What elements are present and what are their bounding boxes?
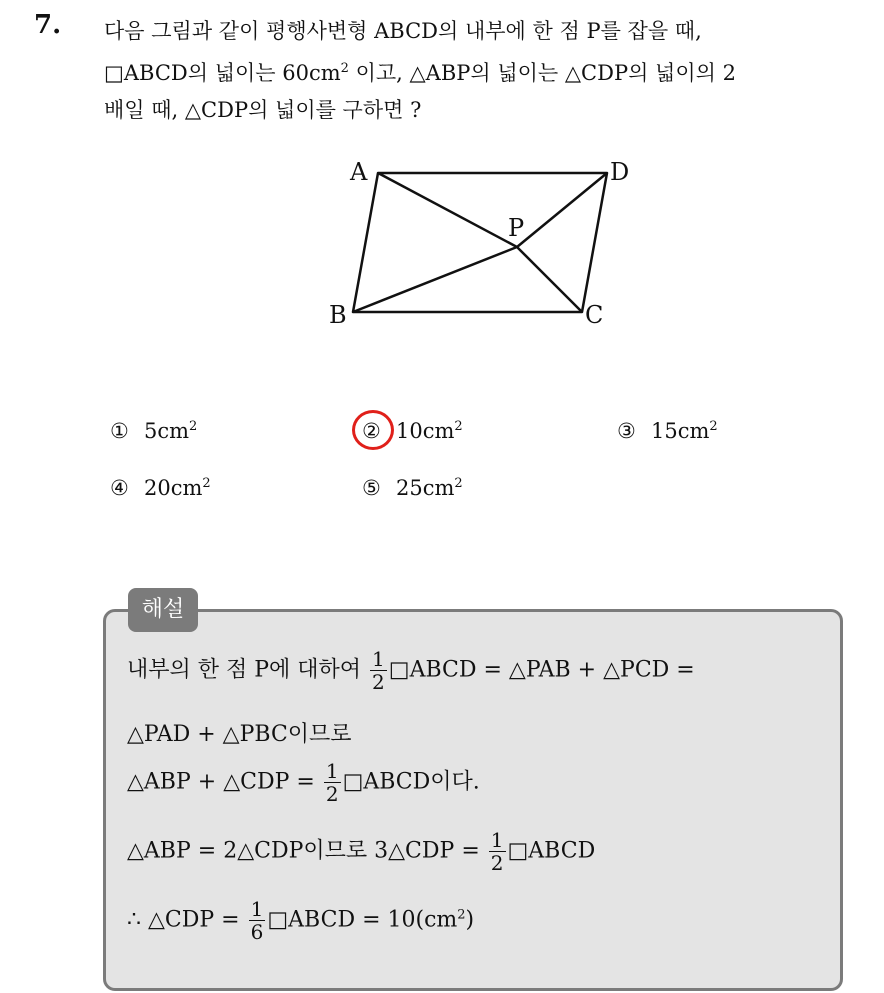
solution-line-5 <box>127 898 474 943</box>
solution-line-4b: □ABCD <box>507 838 596 864</box>
solution-line-5b: □ABCD = 10(cm <box>267 907 458 933</box>
solution-line-5c: ) <box>465 907 475 933</box>
fraction-denominator: 2 <box>325 782 339 806</box>
parallelogram-figure <box>320 150 640 335</box>
choice-1[interactable] <box>110 419 197 443</box>
solution-line-3 <box>127 760 480 805</box>
choice-1-mark: ① <box>110 419 129 443</box>
choice-4-exponent: 2 <box>202 476 211 491</box>
choice-5-value: 25cm <box>396 476 455 500</box>
solution-line-1 <box>127 648 695 693</box>
fraction-denominator: 6 <box>250 920 264 944</box>
answer-circle-mark <box>352 410 394 450</box>
label-d: D <box>610 158 630 186</box>
label-a: A <box>350 158 368 186</box>
choice-3[interactable] <box>617 419 718 443</box>
choice-3-mark: ③ <box>617 419 636 443</box>
question-line-2 <box>104 50 864 92</box>
solution-tag: 해설 <box>128 588 198 632</box>
question-line-2b: 이고, △ABP의 넓이는 △CDP의 넓이의 2 <box>355 61 736 85</box>
solution-line-5a: ∴ △CDP = <box>127 907 240 933</box>
fraction-half-2 <box>324 760 341 805</box>
area-unit-exponent: 2 <box>340 61 349 76</box>
fraction-sixth <box>249 898 266 943</box>
choice-4-mark: ④ <box>110 476 129 500</box>
choice-5-mark: ⑤ <box>362 476 381 500</box>
solution-line-4 <box>127 829 595 874</box>
label-p: P <box>508 214 525 242</box>
choice-5-exponent: 2 <box>454 476 463 491</box>
choice-1-exponent: 2 <box>189 419 198 434</box>
choice-4-value: 20cm <box>144 476 203 500</box>
choice-2-mark: ② <box>362 419 381 443</box>
segment-pd <box>517 173 607 247</box>
solution-line-1a: 내부의 한 점 P에 대하여 <box>127 657 362 683</box>
solution-line-1b: □ABCD = △PAB + △PCD = <box>388 657 695 683</box>
choice-1-value: 5cm <box>144 419 190 443</box>
question-number: 7. <box>34 10 62 40</box>
choice-2-exponent: 2 <box>454 419 463 434</box>
label-b: B <box>329 301 347 329</box>
choice-3-value: 15cm <box>651 419 710 443</box>
fraction-numerator: 1 <box>490 828 504 852</box>
solution-line-3a: △ABP + △CDP = <box>127 769 315 795</box>
choice-5[interactable] <box>362 476 463 500</box>
question-line-3: 배일 때, △CDP의 넓이를 구하면 ? <box>104 98 422 122</box>
fraction-half-1 <box>370 648 387 693</box>
fraction-numerator: 1 <box>250 897 264 921</box>
parallelogram-abcd <box>353 173 607 312</box>
label-c: C <box>585 301 604 329</box>
solution-line-4a: △ABP = 2△CDP이므로 3△CDP = <box>127 838 480 864</box>
choice-3-exponent: 2 <box>709 419 718 434</box>
solution-line-2: △PAD + △PBC이므로 <box>127 722 352 747</box>
fraction-denominator: 2 <box>490 851 504 875</box>
fraction-half-3 <box>489 829 506 874</box>
segment-pa <box>378 173 517 247</box>
question-line-2a: □ABCD의 넓이는 60cm <box>104 61 341 85</box>
solution-line-3b: □ABCD이다. <box>342 769 480 795</box>
segment-pb <box>353 247 517 312</box>
fraction-denominator: 2 <box>372 670 385 694</box>
fraction-numerator: 1 <box>325 759 339 783</box>
segment-pc <box>517 247 582 312</box>
choice-4[interactable] <box>110 476 211 500</box>
choice-2-value: 10cm <box>396 419 455 443</box>
question-text <box>104 13 864 129</box>
fraction-numerator: 1 <box>372 647 385 671</box>
solution-exponent: 2 <box>457 907 466 923</box>
question-line-1: 다음 그림과 같이 평행사변형 ABCD의 내부에 한 점 P를 잡을 때, <box>104 19 702 43</box>
